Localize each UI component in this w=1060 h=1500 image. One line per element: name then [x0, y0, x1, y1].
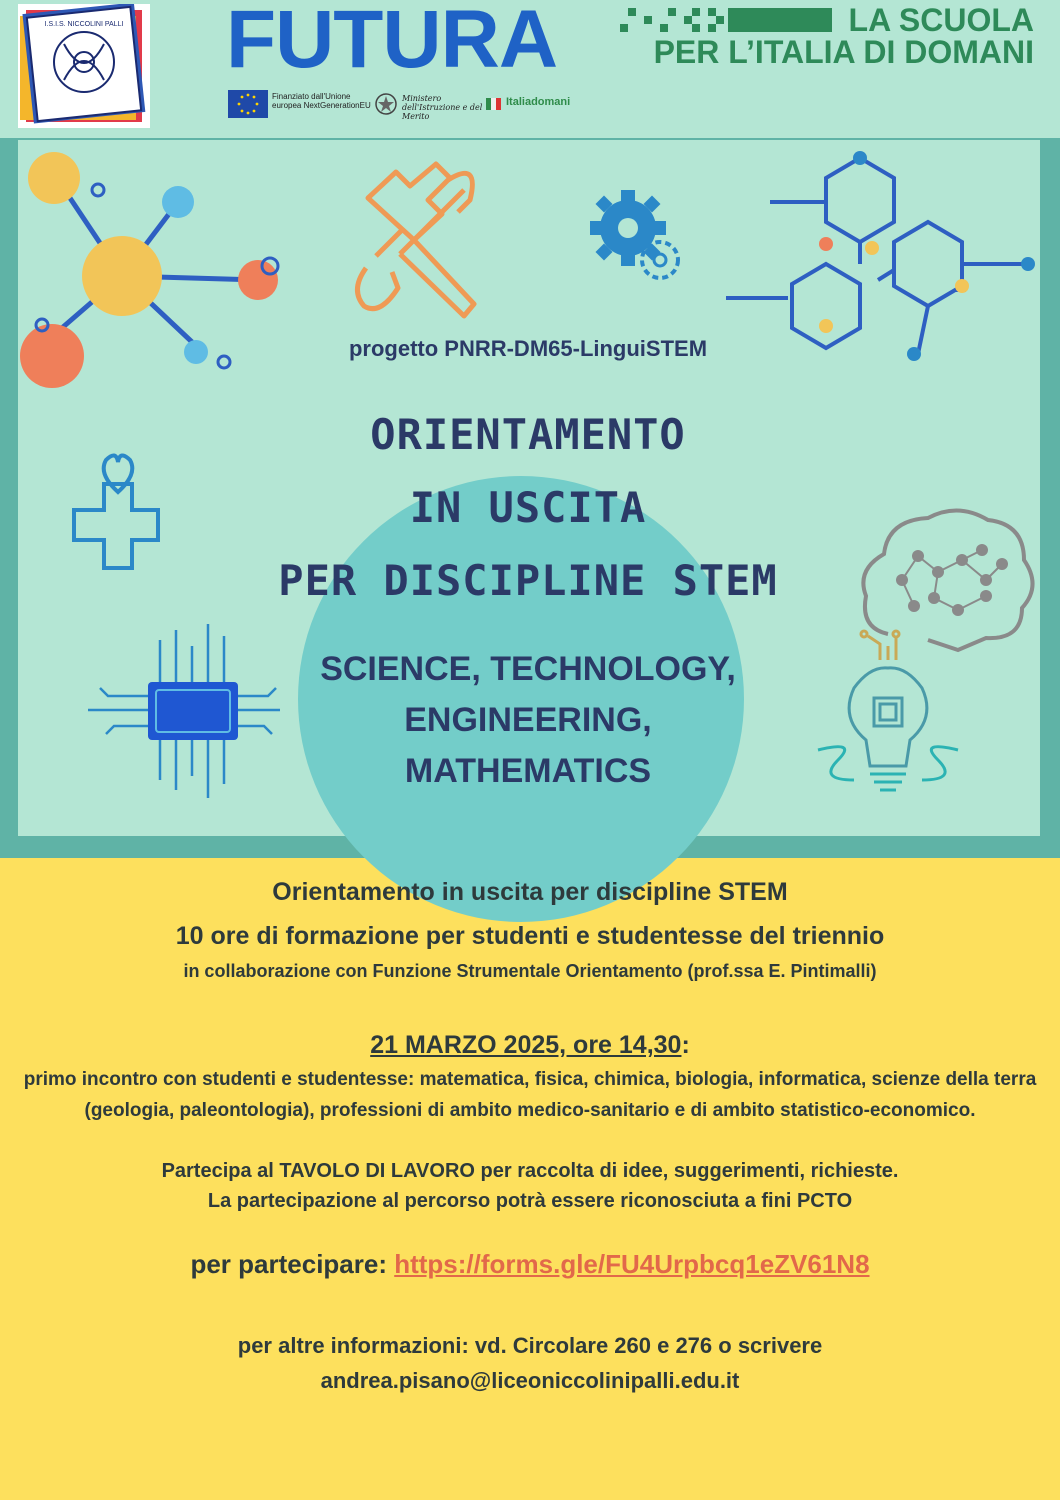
- more-info-line-1: per altre informazioni: vd. Circolare 260 e 276 o scrivere: [237, 1333, 823, 1358]
- info-heading-2: 10 ore di formazione per studenti e studentesse del triennio: [175, 922, 885, 950]
- scuola-slogan: [614, 4, 1034, 68]
- event-date-text: 21 MARZO 2025, ore 14,30: [370, 1031, 682, 1059]
- eu-flag-icon: [228, 90, 268, 118]
- eu-funding-text: Finanziato dall'Unione europea NextGenerationEU: [272, 92, 371, 110]
- event-description: primo incontro con studenti e studentesse: matematica, fisica, chimica, biologia, informatica, scienze della terra (geologia, paleontologia), professioni di ambito medico-sanitario e di ambito statistico-economico.: [23, 1069, 1037, 1121]
- medical-cross-heart-icon: [74, 455, 158, 568]
- title-line-1: ORIENTAMENTO: [370, 410, 686, 459]
- school-logo-text: I.S.I.S. NICCOLINI PALLI: [44, 21, 124, 28]
- futura-logo: FUTURA: [226, 0, 558, 85]
- info-heading-1: Orientamento in uscita per discipline STEM: [272, 878, 788, 906]
- funding-logos: [224, 88, 584, 120]
- title-line-3: PER DISCIPLINE STEM: [278, 556, 778, 605]
- hexagon-nodes: [819, 151, 1035, 361]
- stem-words: [218, 644, 838, 797]
- italiadomani-flag-icon: [486, 96, 502, 112]
- hammer-wrench-icon: [357, 164, 474, 316]
- poster-title: [168, 398, 888, 617]
- stem-line-3: MATHEMATICS: [404, 752, 652, 790]
- event-date-colon: :: [681, 1031, 690, 1059]
- project-label: progetto PNRR-DM65-LinguiSTEM: [348, 336, 708, 361]
- participate-line-1: Partecipa al TAVOLO DI LAVORO per raccolta di idee, suggerimenti, richieste.: [161, 1160, 899, 1182]
- hexagon-network-icon: [726, 158, 1028, 354]
- brain-network-icon: [863, 510, 1032, 650]
- registration-label: per partecipare:: [190, 1249, 395, 1279]
- italian-emblem-icon: [374, 90, 398, 118]
- registration-line: [0, 1244, 1060, 1284]
- poster-panel: [18, 140, 1040, 836]
- info-section: [0, 870, 1060, 1398]
- lightbulb-chip-icon: [818, 631, 958, 790]
- event-date: [0, 1026, 1060, 1064]
- ministero-text: Ministero dell'Istruzione e del Merito: [402, 94, 483, 121]
- more-info: [0, 1328, 1060, 1398]
- scuola-line-2: PER L’ITALIA DI DOMANI: [653, 34, 1034, 70]
- school-logo: [18, 4, 150, 128]
- title-line-2: IN USCITA: [409, 483, 647, 532]
- stem-line-1: SCIENCE, TECHNOLOGY,: [320, 650, 736, 688]
- gears-icon: [590, 190, 678, 278]
- scuola-line-1: LA SCUOLA: [848, 2, 1034, 38]
- collaboration-line: in collaborazione con Funzione Strumentale Orientamento (prof.ssa E. Pintimalli): [183, 961, 877, 981]
- registration-link[interactable]: https://forms.gle/FU4Urpbcq1eZV61N8: [394, 1249, 870, 1279]
- contact-email[interactable]: andrea.pisano@liceoniccolinipalli.edu.it: [320, 1368, 740, 1393]
- header-band: [0, 0, 1060, 138]
- italiadomani-text: Italiadomani: [506, 96, 571, 108]
- stem-line-2: ENGINEERING,: [404, 701, 652, 739]
- participate-line-2: La partecipazione al percorso potrà essere riconosciuta a fini PCTO: [207, 1190, 853, 1212]
